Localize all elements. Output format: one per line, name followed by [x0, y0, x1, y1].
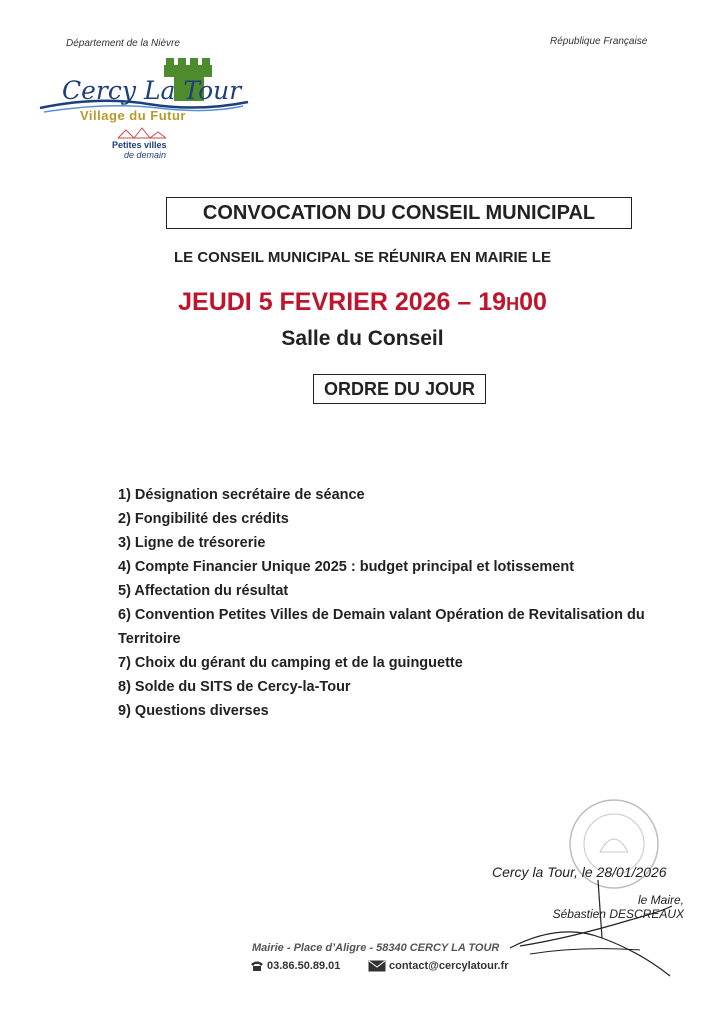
agenda-item: 6) Convention Petites Villes de Demain valant Opération de Revitalisation du Territoire — [118, 607, 645, 647]
town-logo — [38, 56, 253, 166]
telephone-icon — [250, 960, 264, 972]
mayor-role: le Maire, — [637, 893, 684, 907]
phone-contact — [250, 960, 340, 972]
meeting-date-main: JEUDI 5 FEVRIER 2026 – 19 — [178, 288, 507, 316]
email-contact — [368, 960, 509, 972]
town-hall-address: Mairie - Place d’Aligre - 58340 CERCY LA TOUR — [252, 942, 500, 954]
logo-program: Petites villes — [112, 140, 167, 150]
agenda-item: 5) Affectation du résultat — [118, 583, 289, 599]
logo-program-sub: de demain — [124, 150, 167, 160]
agenda-item: 8) Solde du SITS de Cercy-la-Tour — [118, 679, 351, 695]
agenda-item: 2) Fongibilité des crédits — [118, 511, 289, 527]
envelope-icon — [368, 960, 386, 972]
meeting-date-minutes: 00 — [519, 288, 547, 316]
meeting-room: Salle du Conseil — [281, 327, 444, 350]
agenda-list — [118, 483, 678, 723]
document-title: CONVOCATION DU CONSEIL MUNICIPAL — [166, 197, 632, 229]
meeting-date-hour-mark: H — [506, 294, 520, 314]
agenda-heading: ORDRE DU JOUR — [313, 374, 486, 404]
phone-number: 03.86.50.89.01 — [267, 960, 341, 972]
email-address: contact@cercylatour.fr — [389, 960, 509, 972]
agenda-item: 1) Désignation secrétaire de séance — [118, 487, 365, 503]
agenda-item: 3) Ligne de trésorerie — [118, 535, 266, 551]
agenda-item: 4) Compte Financier Unique 2025 : budget principal et lotissement — [118, 559, 575, 575]
logo-town-name: Cercy La Tour — [62, 76, 242, 105]
department-label: Département de la Nièvre — [66, 38, 180, 49]
meeting-announcement: LE CONSEIL MUNICIPAL SE RÉUNIRA EN MAIRIE LE — [174, 249, 551, 266]
town-silhouette-icon — [118, 128, 166, 138]
agenda-item: 9) Questions diverses — [118, 703, 269, 719]
place-and-date: Cercy la Tour, le 28/01/2026 — [492, 864, 667, 880]
agenda-item: 7) Choix du gérant du camping et de la guinguette — [118, 655, 463, 671]
mayor-name: Sébastien DESCREAUX — [552, 907, 684, 921]
meeting-date — [0, 288, 725, 317]
republic-label: République Française — [550, 36, 648, 47]
logo-tagline: Village du Futur — [80, 108, 186, 123]
